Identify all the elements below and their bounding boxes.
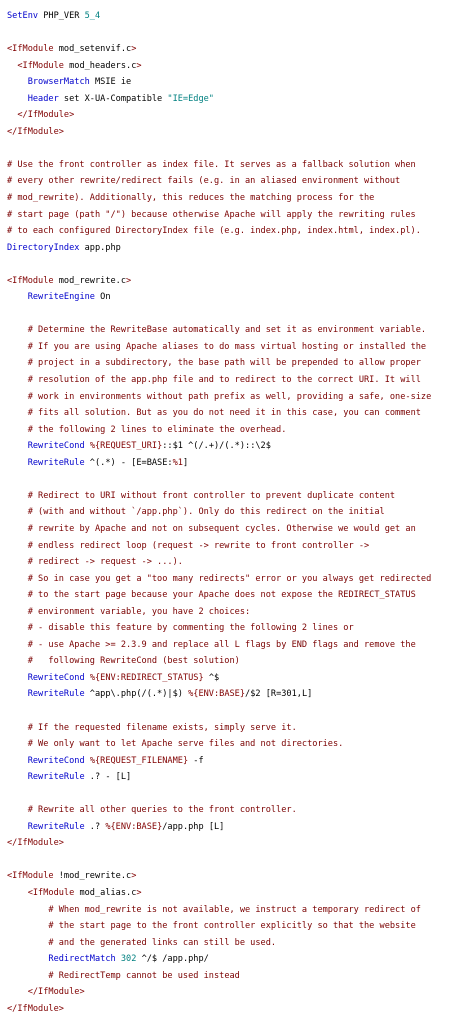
variable-token: %{ENV:BASE} xyxy=(105,821,163,832)
comment-token: # If you are using Apache aliases to do mass virtual hosting or installed the xyxy=(27,341,427,352)
tag-token: <IfModule xyxy=(17,60,64,71)
text-token xyxy=(7,491,28,501)
tag-token: </IfModule> xyxy=(17,110,75,121)
text-token: ^app\.php(/(.*)|$) xyxy=(84,689,189,700)
text-token: ] xyxy=(182,457,189,468)
text-token xyxy=(7,94,28,104)
text-token xyxy=(7,392,28,402)
code-line xyxy=(7,157,467,174)
directive-token: RewriteRule xyxy=(27,689,85,700)
directive-token: RewriteRule xyxy=(27,772,85,783)
comment-token: # So in case you get a "too many redirects" error or you always get redirected xyxy=(27,573,432,584)
code-line xyxy=(7,968,467,985)
code-line xyxy=(7,786,467,803)
comment-token: # following RewriteCond (best solution) xyxy=(27,656,240,667)
directive-token: RewriteCond xyxy=(27,672,85,683)
code-line xyxy=(7,769,467,786)
text-token xyxy=(7,888,28,898)
tag-token: > xyxy=(136,887,142,898)
code-line xyxy=(7,571,467,588)
text-token: !mod_rewrite.c xyxy=(53,871,132,882)
variable-token: %1 xyxy=(172,457,183,468)
text-token xyxy=(7,656,28,666)
code-line xyxy=(7,504,467,521)
comment-token: # - disable this feature by commenting the following 2 lines or xyxy=(27,623,354,634)
code-line xyxy=(7,885,467,902)
code-line xyxy=(7,41,467,58)
directive-token: RewriteCond xyxy=(27,441,85,452)
text-token: mod_alias.c xyxy=(74,887,137,898)
code-line xyxy=(7,868,467,885)
comment-token: # Redirect to URI without front controller to prevent duplicate content xyxy=(27,490,396,501)
text-token: set X-UA-Compatible xyxy=(58,93,168,104)
directive-token: RewriteCond xyxy=(27,755,85,766)
code-line xyxy=(7,256,467,273)
text-token xyxy=(7,292,28,302)
directive-token: SetEnv xyxy=(7,11,39,21)
code-line xyxy=(7,207,467,224)
text-token: PHP_VER xyxy=(38,11,85,21)
string-token: "IE=Edge" xyxy=(167,93,214,104)
text-token: .? - [L] xyxy=(84,772,132,783)
tag-token: </IfModule> xyxy=(27,987,85,998)
text-token: /app.php [L] xyxy=(162,821,225,832)
text-token xyxy=(7,110,17,120)
code-line xyxy=(7,521,467,538)
text-token xyxy=(7,822,28,832)
code-line xyxy=(7,140,467,157)
comment-token: # every other rewrite/redirect fails (e.g. in an aliased environment without xyxy=(7,176,401,187)
text-token xyxy=(7,756,28,766)
text-token xyxy=(7,640,28,650)
code-line xyxy=(7,902,467,919)
comment-token: # endless redirect loop (request -> rewrite to front controller -> xyxy=(27,540,370,551)
comment-token: # environment variable, you have 2 choices: xyxy=(27,606,251,617)
code-line xyxy=(7,438,467,455)
code-line xyxy=(7,322,467,339)
code-line xyxy=(7,802,467,819)
text-token xyxy=(7,557,28,567)
variable-token: %{REQUEST_FILENAME} xyxy=(89,755,189,766)
comment-token: # When mod_rewrite is not available, we instruct a temporary redirect of xyxy=(48,904,421,915)
text-token xyxy=(7,723,28,733)
comment-token: # fits all solution. But as you do not need it in this case, you can comment xyxy=(27,408,421,419)
code-line xyxy=(7,25,467,42)
comment-token: # work in environments without path prefix as well, providing a safe, one-size xyxy=(27,391,432,402)
code-line xyxy=(7,389,467,406)
text-token xyxy=(7,342,28,352)
tag-token: > xyxy=(126,275,132,286)
directive-token: Header xyxy=(27,93,59,104)
text-token xyxy=(7,805,28,815)
code-line xyxy=(7,587,467,604)
text-token: app.php xyxy=(79,242,121,253)
comment-token: # the following 2 lines to eliminate the overhead. xyxy=(27,424,287,435)
code-line xyxy=(7,604,467,621)
text-token: ^(.*) - [E=BASE: xyxy=(84,457,173,468)
directive-token: RewriteEngine xyxy=(27,292,95,303)
text-token xyxy=(7,441,28,451)
number-token: 5_4 xyxy=(84,11,101,21)
text-token xyxy=(7,408,28,418)
variable-token: %{ENV:BASE} xyxy=(188,689,246,700)
code-line xyxy=(7,124,467,141)
text-token xyxy=(7,954,48,964)
comment-token: # and the generated links can still be used. xyxy=(48,937,277,948)
text-token xyxy=(7,358,28,368)
code-line xyxy=(7,703,467,720)
text-token: mod_rewrite.c xyxy=(53,275,127,286)
code-line xyxy=(7,835,467,852)
directive-token: RewriteRule xyxy=(27,821,85,832)
code-line xyxy=(7,339,467,356)
text-token xyxy=(7,623,28,633)
tag-token: </IfModule> xyxy=(7,126,64,137)
code-line xyxy=(7,554,467,571)
text-token: mod_headers.c xyxy=(63,60,137,71)
code-line xyxy=(7,852,467,869)
text-token xyxy=(7,607,28,617)
code-line xyxy=(7,753,467,770)
code-line xyxy=(7,58,467,75)
text-token xyxy=(7,458,28,468)
directive-token: DirectoryIndex xyxy=(7,242,80,253)
text-token: .? xyxy=(84,821,106,832)
text-token: /$2 [R=301,L] xyxy=(245,689,313,700)
code-line xyxy=(7,984,467,1001)
comment-token: # the start page to the front controller explicitly so that the website xyxy=(48,921,416,932)
text-token xyxy=(7,425,28,435)
text-token xyxy=(7,77,28,87)
text-token xyxy=(7,987,28,997)
variable-token: %{ENV:REDIRECT_STATUS} xyxy=(89,672,204,683)
code-line xyxy=(7,538,467,555)
comment-token: # to each configured DirectoryIndex file (e.g. index.php, index.html, index.pl). xyxy=(7,226,421,237)
tag-token: > xyxy=(131,44,137,55)
text-token xyxy=(7,905,48,915)
tag-token: <IfModule xyxy=(7,871,54,882)
comment-token: # redirect -> request -> ...). xyxy=(27,557,183,568)
comment-token: # We only want to let Apache serve files and not directories. xyxy=(27,739,344,750)
text-token xyxy=(7,524,28,534)
text-token: ^$ xyxy=(203,672,220,683)
comment-token: # resolution of the app.php file and to redirect to the correct URI. It will xyxy=(27,375,421,386)
code-line xyxy=(7,273,467,290)
comment-token: # mod_rewrite). Additionally, this reduces the matching process for the xyxy=(7,193,375,204)
code-line xyxy=(7,74,467,91)
code-line xyxy=(7,736,467,753)
tag-token: <IfModule xyxy=(27,887,75,898)
comment-token: # project in a subdirectory, the base path will be prepended to allow proper xyxy=(27,358,421,369)
text-token: -f xyxy=(188,755,204,766)
text-token xyxy=(7,673,28,683)
text-token xyxy=(7,590,28,600)
code-line xyxy=(7,471,467,488)
code-line xyxy=(7,372,467,389)
text-token: On xyxy=(94,292,111,303)
text-token xyxy=(7,689,28,699)
tag-token: <IfModule xyxy=(7,44,54,55)
text-token xyxy=(7,574,28,584)
directive-token: RewriteRule xyxy=(27,457,85,468)
code-line xyxy=(7,819,467,836)
code-line xyxy=(7,91,467,108)
comment-token: # - use Apache >= 2.3.9 and replace all L flags by END flags and remove the xyxy=(27,639,416,650)
comment-token: # start page (path "/") because otherwise Apache will apply the rewriting rules xyxy=(7,209,416,220)
text-token xyxy=(7,921,48,931)
text-token xyxy=(7,507,28,517)
comment-token: # rewrite by Apache and not on subsequent cycles. Otherwise we would get an xyxy=(27,523,416,534)
tag-token: <IfModule xyxy=(7,275,54,286)
tag-token: </IfModule> xyxy=(7,838,64,849)
text-token xyxy=(7,541,28,551)
text-token xyxy=(7,61,17,71)
text-token xyxy=(7,971,48,981)
text-token xyxy=(7,938,48,948)
code-line xyxy=(7,653,467,670)
code-line xyxy=(7,918,467,935)
comment-token: # RedirectTemp cannot be used instead xyxy=(48,970,240,981)
variable-token: %{REQUEST_URI} xyxy=(89,441,163,452)
text-token xyxy=(7,772,28,782)
code-line xyxy=(7,670,467,687)
code-line xyxy=(7,686,467,703)
text-token xyxy=(7,375,28,385)
tag-token: > xyxy=(136,60,142,71)
directive-token: RedirectMatch xyxy=(48,954,116,965)
comment-token: # Use the front controller as index file. It serves as a fallback solution when xyxy=(7,159,416,170)
comment-token: # Rewrite all other queries to the front controller. xyxy=(27,805,297,816)
text-token: ::$1 ^(/.+)/(.*)::\2$ xyxy=(162,441,271,452)
code-line xyxy=(7,637,467,654)
tag-token: > xyxy=(131,871,137,882)
code-line xyxy=(7,355,467,372)
code-line xyxy=(7,240,467,257)
code-line xyxy=(7,422,467,439)
code-line xyxy=(7,951,467,968)
code-line xyxy=(7,190,467,207)
text-token: ^/$ /app.php/ xyxy=(136,954,209,965)
code-line xyxy=(7,720,467,737)
text-token: MSIE ie xyxy=(89,77,132,88)
code-line xyxy=(7,488,467,505)
comment-token: # (with and without `/app.php`). Only do this redirect on the initial xyxy=(27,507,385,518)
tag-token: </IfModule> xyxy=(7,1003,64,1014)
code-line xyxy=(7,173,467,190)
code-line xyxy=(7,405,467,422)
comment-token: # If the requested filename exists, simply serve it. xyxy=(27,722,297,733)
code-line xyxy=(7,1001,467,1018)
code-line xyxy=(7,620,467,637)
text-token xyxy=(7,325,28,335)
directive-token: BrowserMatch xyxy=(27,77,90,88)
number-token: 302 xyxy=(120,954,137,965)
comment-token: # Determine the RewriteBase automatically and set it as environment variable. xyxy=(27,325,427,336)
text-token: mod_setenvif.c xyxy=(53,44,132,55)
code-line xyxy=(7,107,467,124)
code-line xyxy=(7,455,467,472)
comment-token: # to the start page because your Apache does not expose the REDIRECT_STATUS xyxy=(27,590,416,601)
code-line xyxy=(7,289,467,306)
code-line xyxy=(7,306,467,323)
code-line xyxy=(7,935,467,952)
code-line xyxy=(7,8,467,25)
text-token xyxy=(7,739,28,749)
code-line xyxy=(7,223,467,240)
